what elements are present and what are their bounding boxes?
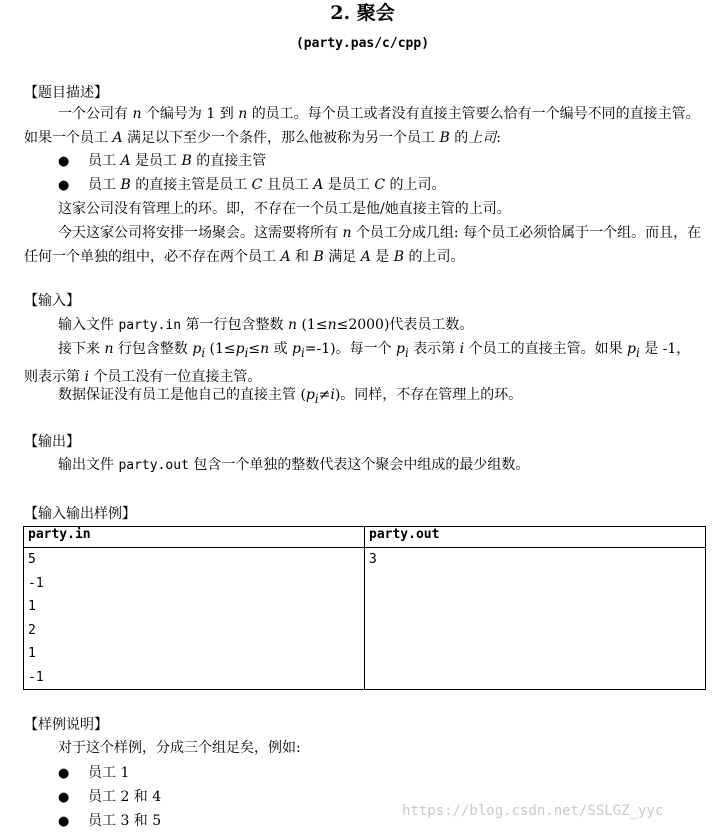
sample-header-out: party.out <box>365 527 706 548</box>
sample-input-line: 1 <box>28 646 36 661</box>
watermark: https://blog.csdn.net/SSLGZ_yyc <box>402 803 664 819</box>
bullet-icon: ● <box>58 790 70 805</box>
bullet-icon: ● <box>58 154 70 169</box>
explanation-paragraph-1: 对于这个样例，分成三个组足矣，例如: <box>58 740 301 756</box>
sample-heading: 【输入输出样例】 <box>24 506 136 522</box>
bullet-icon: ● <box>58 766 70 781</box>
explanation-heading: 【样例说明】 <box>24 717 108 733</box>
description-bullet-2: ● 员工 B 的直接主管是员工 C 且员工 A 是员工 C 的上司。 <box>58 177 446 193</box>
description-heading: 【题目描述】 <box>24 85 108 101</box>
input-paragraph-1: 输入文件 party.in 第一行包含整数 n (1≤n≤2000)代表员工数。 <box>58 317 474 333</box>
description-paragraph-3: 今天这家公司将安排一场聚会。这需要将所有 n 个员工分成几组: 每个员工必须恰属于一个组。而且，在任何一个单独的组中，必不存在两个员工 A 和 B 满足 A 是 B 的上司。 <box>24 225 702 265</box>
output-heading: 【输出】 <box>24 434 80 450</box>
sample-header-in: party.in <box>24 527 365 548</box>
sample-input-cell <box>24 548 365 690</box>
explanation-item: ● 员工 3 和 5 <box>58 813 162 829</box>
sample-input-line: 5 <box>28 552 36 567</box>
input-paragraph-2: 接下来 n 行包含整数 $p_i$ ($1\le p_i\le n$ 或 $p_i=-1$)。每一个 $p_i$ 表示第 i 个员工的直接主管。如果 $p_i$ 是 -1，则表示第 i 个员工没有一位直接主管。 <box>24 341 691 385</box>
page-subtitle: (party.pas/c/cpp) <box>295 36 430 51</box>
sample-table <box>23 526 706 690</box>
output-paragraph-1: 输出文件 party.out 包含一个单独的整数代表这个聚会中组成的最少组数。 <box>58 457 530 473</box>
description-paragraph-1: 一个公司有 n 个编号为 1 到 n 的员工。每个员工或者没有直接主管要么恰有一个编号不同的直接主管。如果一个员工 A 满足以下至少一个条件，那么他被称为另一个员工 B 的上司: <box>24 106 700 146</box>
input-paragraph-3: 数据保证没有员工是他自己的直接主管 $(p_i\ne i)$。同样，不存在管理上的环。 <box>58 387 523 406</box>
input-heading: 【输入】 <box>24 293 80 309</box>
sample-input-line: -1 <box>28 575 44 591</box>
bullet-icon: ● <box>58 178 70 193</box>
sample-input-line: 1 <box>28 599 36 614</box>
description-bullet-1: ● 员工 A 是员工 B 的直接主管 <box>58 153 267 169</box>
page-title: 2. 聚会 <box>330 2 395 24</box>
sample-input-line: -1 <box>28 669 44 685</box>
bullet-icon: ● <box>58 814 70 829</box>
sample-input-line: 2 <box>28 622 36 638</box>
sample-output-cell <box>365 548 706 690</box>
sample-output-line: 3 <box>369 552 377 567</box>
description-paragraph-2: 这家公司没有管理上的环。即，不存在一个员工是他/她直接主管的上司。 <box>58 201 511 217</box>
explanation-item: ● 员工 1 <box>58 765 130 781</box>
explanation-item: ● 员工 2 和 4 <box>58 789 162 805</box>
